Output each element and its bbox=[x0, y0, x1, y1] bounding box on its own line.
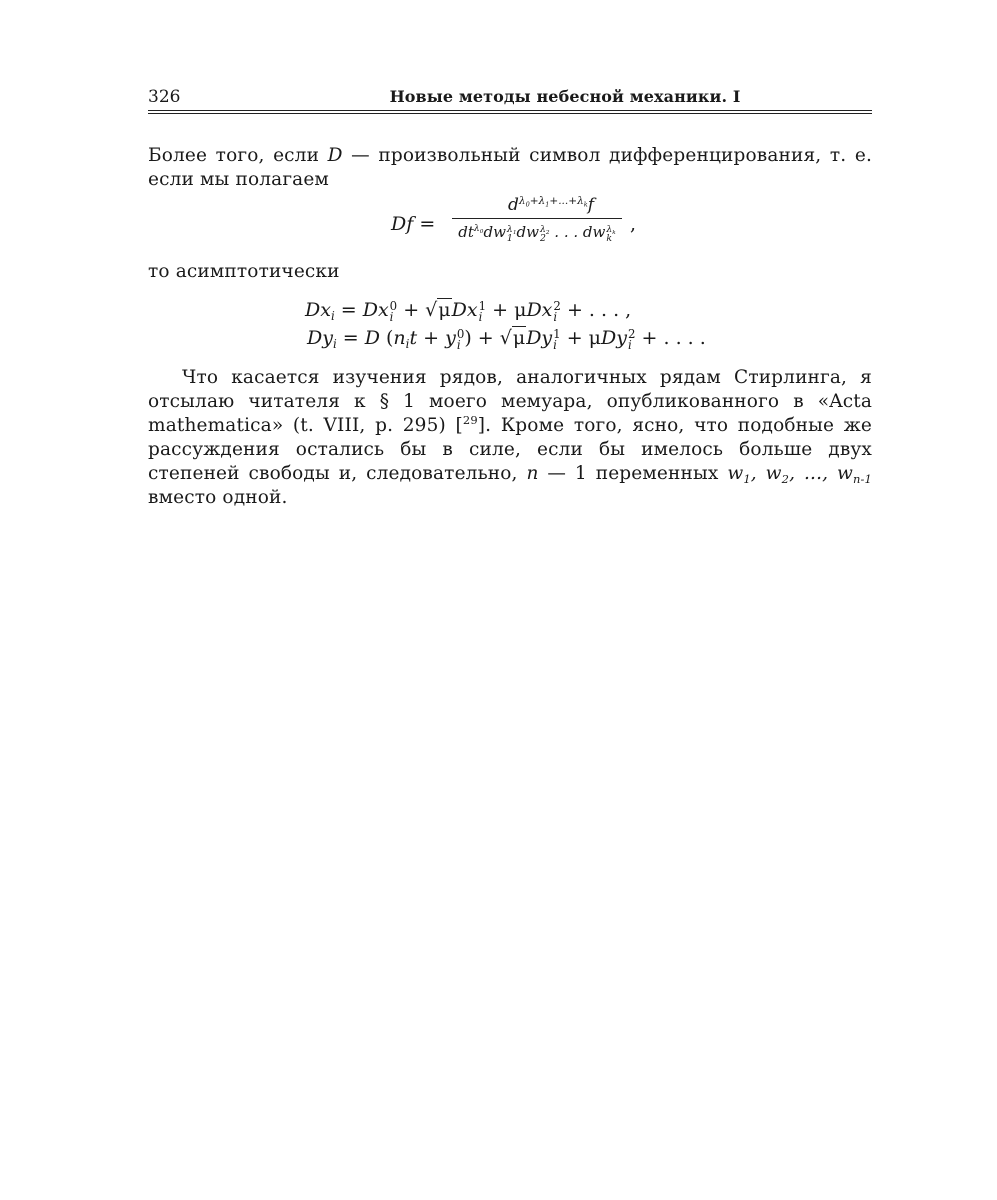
formula-df-equals: = bbox=[419, 213, 436, 235]
variables-w: $w_1$, $w_2$, ..., $w_{n-1}$ bbox=[727, 463, 872, 487]
formula-df-lhs-text: Df bbox=[391, 213, 414, 235]
fraction-bar bbox=[452, 218, 622, 219]
paragraph-3-text-d: вместо одной. bbox=[148, 487, 288, 509]
paragraph-3-text-a: Что касается изучения рядов, аналогичных рядам Стирлинга, я отсылаю читателя к § 1 моего мемуара, опубликованного в «Acta mathematica» (t. VIII, p. 295) [ bbox=[148, 367, 872, 437]
formula-df-numerator: $d^{\lambda_0+\lambda_1+...+\lambda_k}f$ bbox=[507, 194, 594, 215]
paragraph-1-text-b: — произвольный символ дифференцирования, т. е. если мы полагаем bbox=[148, 145, 872, 190]
n-minus-1: n bbox=[526, 463, 539, 485]
running-title: Новые методы небесной механики. I bbox=[389, 87, 741, 106]
paragraph-3-text-c: переменных bbox=[586, 463, 728, 485]
sqrt-mu: √μ bbox=[499, 327, 526, 350]
equation-block bbox=[305, 296, 872, 352]
formula-df-denominator: $dt^{\lambda_0}dw$ $\lambda_1$ 1 dw $\lambda_2$ 2 . . . dw $\lambda_k$ k bbox=[458, 223, 616, 245]
equation-dx: $Dx_i = Dx$ 0 i + √μDx 1 i + μDx 2 i + . . . , bbox=[305, 296, 872, 324]
reference-29: 29 bbox=[462, 413, 478, 428]
symbol-D: D bbox=[327, 145, 343, 166]
equation-dy: $Dy_i = D$ ($n_it + y$ 0 i ) + √μDy 1 i + μDy 2 i + . . . . bbox=[307, 324, 872, 352]
paragraph-2: то асимптотически bbox=[148, 261, 340, 282]
paragraph-1 bbox=[148, 144, 872, 192]
paragraph-1-text-a: Более того, если bbox=[148, 145, 328, 166]
formula-df bbox=[148, 192, 872, 260]
paragraph-3-text-b: ]. Кроме того, ясно, что подобные же рассуждения остались бы в силе, если бы имелось больше двух степеней свободы и, следовательно, bbox=[148, 415, 873, 485]
sqrt-mu: √μ bbox=[425, 299, 451, 321]
page-number: 326 bbox=[148, 87, 181, 107]
formula-df-lhs bbox=[391, 213, 435, 235]
page bbox=[148, 86, 872, 510]
paragraph-3: Что касается изучения рядов, аналогичных рядам Стирлинга, я отсылаю читателя к § 1 моего мемуара, опубликованного в «Acta mathematica» (t. VIII, p. 295) [$^{29}$]. Кроме того, ясно, что подобные же рассуждения остались бы в силе, если бы имелось больше двух степеней свободы и, следовательно, n — 1 переменных $w_1$, $w_2$, ..., $w_{n-1}$ вместо одной. bbox=[148, 367, 873, 509]
formula-df-fraction bbox=[448, 192, 626, 243]
header-rule bbox=[148, 113, 872, 114]
formula-df-comma: , bbox=[630, 213, 637, 235]
running-head bbox=[148, 86, 872, 111]
